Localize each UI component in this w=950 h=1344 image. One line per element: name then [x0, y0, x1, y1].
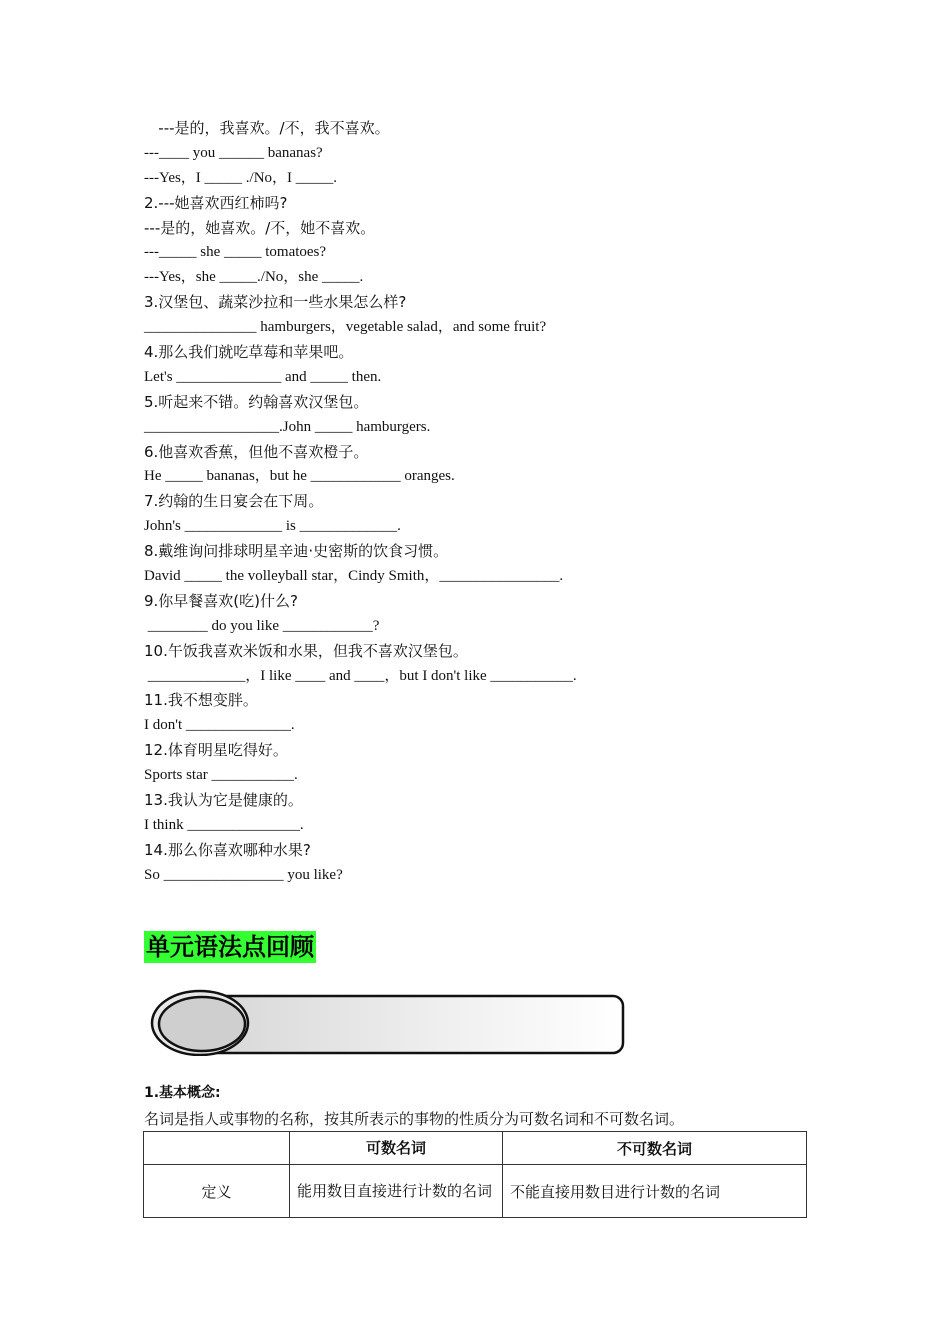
exercise-answer-line: ---_____ she _____ tomatoes? — [144, 244, 327, 261]
exercise-answer-line: __________________.John _____ hamburgers. — [144, 418, 431, 435]
exercise-answer-line: David _____ the volleyball star，Cindy Smith，________________. — [144, 568, 564, 585]
concept-intro: 名词是指人或事物的名称，按其所表示的事物的性质分为可数名词和不可数名词。 — [144, 1110, 685, 1128]
exercise-prompt: 13.我认为它是健康的。 — [144, 791, 303, 810]
exercise-answer-line: I think _______________. — [144, 816, 304, 833]
exercise-prompt: 5.听起来不错。约翰喜欢汉堡包。 — [144, 392, 369, 411]
exercise-answer-line: _______________ hamburgers，vegetable salad，and some fruit? — [144, 319, 547, 336]
table-header-cell: 可数名词 — [290, 1132, 503, 1165]
exercise-prompt: 3.汉堡包、蔬菜沙拉和一些水果怎么样? — [144, 293, 407, 312]
exercise-prompt: 8.戴维询问排球明星辛迪·史密斯的饮食习惯。 — [144, 542, 449, 561]
exercise-prompt: ---是的，她喜欢。/不，她不喜欢。 — [144, 218, 376, 237]
exercise-answer-line: John's _____________ is _____________. — [144, 518, 401, 535]
exercise-prompt: 9.你早餐喜欢(吃)什么? — [144, 591, 298, 610]
exercise-answer-line: Let's ______________ and _____ then. — [144, 368, 382, 385]
concept-heading: 1.基本概念: — [144, 1085, 221, 1101]
exercise-answer-line: ---Yes，I _____ ./No，I _____. — [144, 169, 338, 186]
exercise-prompt: 12.体育明星吃得好。 — [144, 741, 288, 760]
table-cell: 能用数目直接进行计数的名词 — [290, 1165, 503, 1218]
exercise-answer-line: ________ do you like ____________? — [144, 617, 380, 634]
exercise-prompt: 11.我不想变胖。 — [144, 691, 258, 710]
exercise-answer-line: Sports star ___________. — [144, 767, 298, 784]
exercise-prompt: 2.---她喜欢西红柿吗? — [144, 193, 288, 212]
exercise-answer-line: He _____ bananas，but he ____________ oranges. — [144, 468, 455, 485]
table-header-row — [144, 1132, 807, 1165]
table-header-cell: 不可数名词 — [503, 1132, 807, 1165]
exercise-prompt: 7.约翰的生日宴会在下周。 — [144, 492, 324, 511]
section-title: 单元语法点回顾 — [146, 933, 314, 961]
section-banner-graphic — [150, 988, 626, 1056]
table-row — [144, 1165, 807, 1218]
exercise-prompt: 14.那么你喜欢哪种水果? — [144, 840, 311, 859]
exercise-prompt: ---是的，我喜欢。/不，我不喜欢。 — [144, 119, 390, 137]
exercise-list — [144, 116, 844, 888]
exercise-answer-line: I don't ______________. — [144, 717, 295, 734]
exercise-answer-line: _____________，I like ____ and ____，but I don't like ___________. — [144, 667, 577, 684]
table-header-cell — [144, 1132, 290, 1165]
exercise-answer-line: So ________________ you like? — [144, 866, 343, 883]
exercise-answer-line: ---Yes，she _____./No，she _____. — [144, 269, 364, 286]
exercise-prompt: 4.那么我们就吃草莓和苹果吧。 — [144, 343, 354, 362]
table-cell: 不能直接用数目进行计数的名词 — [503, 1165, 807, 1218]
noun-comparison-table — [143, 1131, 807, 1218]
exercise-prompt: 6.他喜欢香蕉，但他不喜欢橙子。 — [144, 442, 369, 461]
banner-ellipse-inner — [159, 997, 245, 1051]
table-cell: 定义 — [144, 1165, 290, 1218]
exercise-answer-line: ---____ you ______ bananas? — [144, 144, 323, 161]
banner-bar — [196, 996, 623, 1053]
exercise-prompt: 10.午饭我喜欢米饭和水果，但我不喜欢汉堡包。 — [144, 641, 468, 660]
